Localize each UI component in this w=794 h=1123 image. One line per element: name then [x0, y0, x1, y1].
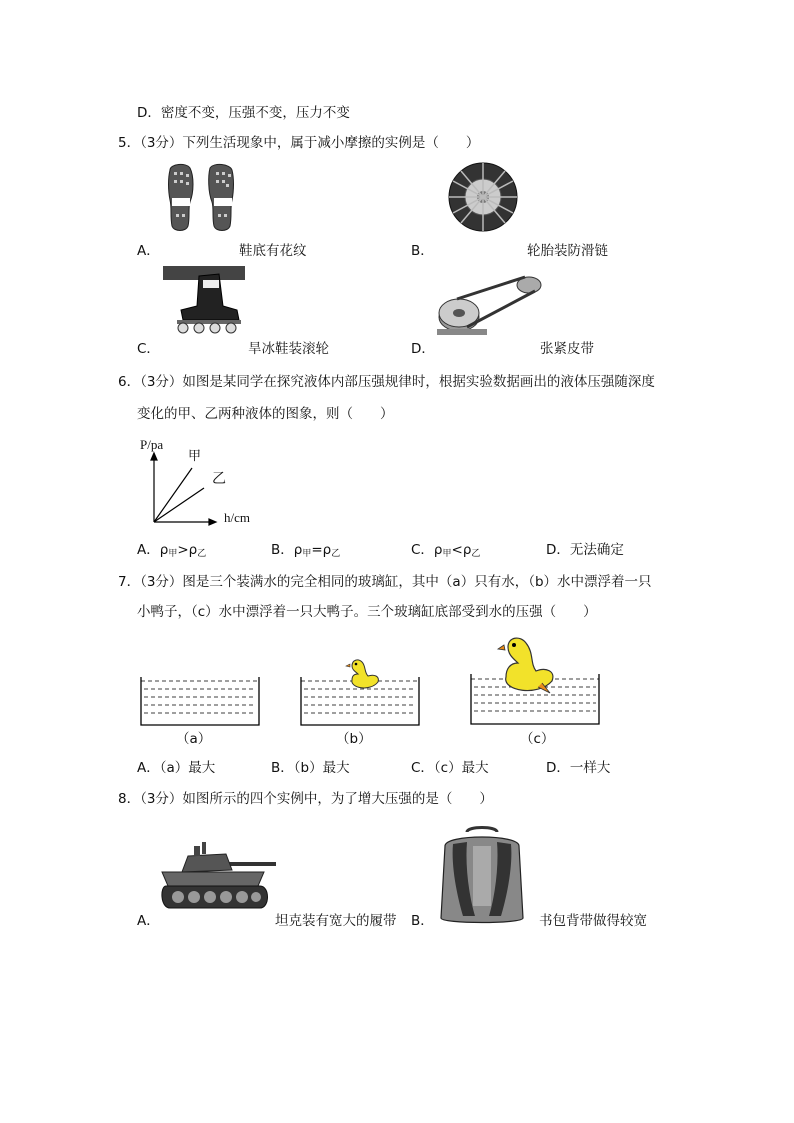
q7-option-d: D．一样大 — [546, 760, 611, 776]
q6-graph-xlabel: h/cm — [224, 510, 250, 525]
q8-stem: 8．（3分）如图所示的四个实例中，为了增大压强的是（ ） — [118, 791, 493, 807]
tank-label-a: （a） — [176, 731, 212, 747]
q6-option-b: B．$\rho_甲=\rho_乙$ — [271, 542, 341, 559]
q5-option-b-letter: B． — [411, 243, 434, 259]
small-duck-icon — [346, 656, 382, 692]
q5-option-a-caption: 鞋底有花纹 — [239, 243, 307, 259]
q6-graph-line2-label: 乙 — [212, 471, 226, 487]
q8-option-b-caption: 书包背带做得较宽 — [539, 913, 647, 929]
q6-stem-line1: 6．（3分）如图是某同学在探究液体内部压强规律时，根据实验数据画出的液体压强随深度 — [118, 374, 655, 390]
q5-option-d-letter: D． — [411, 341, 435, 357]
q6-graph-ylabel: P/pa — [140, 437, 164, 452]
roller-skate-icon — [163, 266, 245, 336]
q5-stem: 5．（3分）下列生活现象中，属于减小摩擦的实例是（ ） — [118, 135, 480, 151]
q5-option-d-caption: 张紧皮带 — [540, 341, 594, 357]
q5-option-c-caption: 旱冰鞋装滚轮 — [248, 341, 329, 357]
q4-option-d: D．密度不变，压强不变，压力不变 — [137, 105, 350, 121]
shoe-sole-icon — [164, 162, 244, 234]
q8-option-b-letter: B． — [411, 913, 434, 929]
q7-stem-line2: 小鸭子，（c）水中漂浮着一只大鸭子。三个玻璃缸底部受到水的压强（ ） — [137, 604, 597, 620]
q7-stem-line1: 7．（3分）图是三个装满水的完全相同的玻璃缸，其中（a）只有水，（b）水中漂浮着一只 — [118, 574, 652, 590]
tire-chain-icon — [443, 161, 523, 233]
tank-a — [140, 676, 260, 726]
q5-option-c-letter: C． — [137, 341, 160, 357]
tank-label-b: （b） — [336, 731, 372, 747]
q6-option-d: D．无法确定 — [546, 542, 624, 558]
big-duck-icon — [498, 633, 556, 697]
q8-option-a-caption: 坦克装有宽大的履带 — [275, 913, 397, 929]
q7-option-b: B．（b）最大 — [271, 760, 350, 776]
q7-option-a: A．（a）最大 — [137, 760, 216, 776]
q6-option-a: A．$\rho_甲>\rho_乙$ — [137, 542, 207, 559]
belt-pulley-icon — [437, 273, 543, 337]
q6-option-c: C．$\rho_甲<\rho_乙$ — [411, 542, 481, 559]
pressure-depth-graph — [146, 452, 218, 526]
tank-icon — [160, 836, 276, 914]
q5-option-a-letter: A． — [137, 243, 160, 259]
q6-graph-line1-label: 甲 — [188, 449, 202, 464]
q8-option-a-letter: A． — [137, 913, 160, 929]
line-jia — [154, 468, 192, 522]
q7-option-c: C．（c）最大 — [411, 760, 489, 776]
tank-label-c: （c） — [520, 731, 555, 747]
q6-stem-line2: 变化的甲、乙两种液体的图象，则（ ） — [137, 406, 394, 422]
line-yi — [154, 488, 204, 522]
backpack-icon — [437, 826, 527, 926]
q5-option-b-caption: 轮胎装防滑链 — [527, 243, 608, 259]
